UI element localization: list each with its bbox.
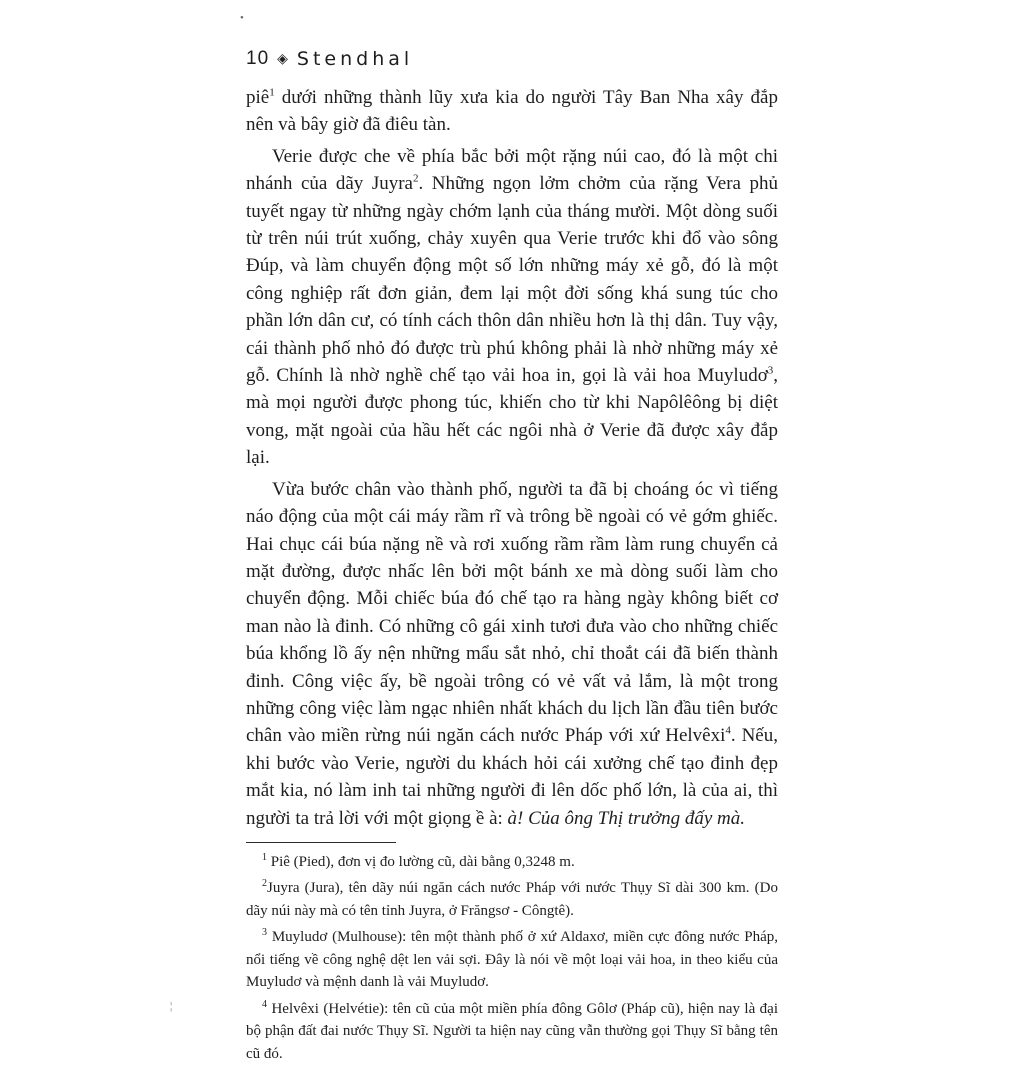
footnote-ref-3: 3	[767, 364, 774, 377]
footnote-ref-2: 2	[413, 172, 419, 185]
book-page	[246, 42, 779, 1062]
paragraph-1-text: dưới những thành lũy xưa kia do người Tây Ban Nha xây đắp nên và bây giờ đã điêu tàn.	[246, 87, 778, 136]
footnote-ref-4: 4	[725, 725, 731, 738]
footnotes	[246, 851, 778, 1065]
footnote-3-number: 3	[262, 927, 267, 939]
footnote-2	[246, 877, 778, 922]
footnote-divider	[246, 842, 396, 843]
footnote-4	[246, 998, 778, 1065]
paragraph-2	[246, 143, 778, 472]
paragraph-3	[246, 476, 778, 832]
paragraph-3-text-b: . Nếu, khi bước vào Verie, người du khách hỏi cái xưởng chế tạo đinh đẹp mắt kia, nó làm inh tai những người đi lên dốc phố lớn, là của ai, thì người ta trả lời với một giọng ề à:	[246, 725, 778, 829]
paragraph-2-text-c: , mà mọi người được phong túc, khiến cho từ khi Napôlêông bị diệt vong, mặt ngoài của hầu hết các ngôi nhà ở Verie đã được xây đắp lại.	[246, 365, 778, 469]
scan-speck-bottom: ¦	[170, 1000, 173, 1012]
footnote-4-text: Helvêxi (Helvétie): tên cũ của một miền phía đông Gôlơ (Pháp cũ), hiện nay là đại bộ phận đất đai nước Thụy Sĩ. Người ta hiện nay cũng vẫn thường gọi Thụy Sĩ bằng tên cũ đó.	[246, 1000, 778, 1062]
footnote-2-number: 2	[262, 878, 267, 890]
scan-speck-top: •	[240, 12, 244, 24]
footnote-4-number: 4	[262, 998, 267, 1010]
paragraph-1	[246, 84, 778, 139]
diamond-ornament-icon: ◈	[277, 51, 289, 67]
footnote-1-number: 1	[262, 851, 267, 863]
footnote-ref-1: 1	[269, 86, 275, 99]
paragraph-3-italic-quote: à! Của ông Thị trưởng đấy mà.	[507, 807, 745, 829]
footnote-1	[246, 851, 778, 874]
paragraph-2-text-b: . Những ngọn lởm chởm của rặng Vera phủ tuyết ngay từ những ngày chớm lạnh của tháng mười. Một dòng suối từ trên núi trút xuống, chảy xuyên qua Verie trước khi đổ vào sông Đúp, và làm chuyển động một số lớn những máy xẻ gỗ, đó là một công nghiệp rất đơn giản, đem lại một đời sống khá sung túc cho phần lớn dân cư, có tính cách thôn dân nhiều hơn là thị dân. Tuy vậy, cái thành phố nhỏ đó được trù phú không phải là nhờ những máy xẻ gỗ. Chính là nhờ nghề chế tạo vải hoa in, gọi là vải hoa Muyludơ	[246, 173, 778, 387]
footnote-2-text: Juyra (Jura), tên dãy núi ngăn cách nước Pháp với nước Thụy Sĩ dài 300 km. (Do dãy núi này mà có tên tỉnh Juyra, ở Frăngsơ - Côngtê).	[246, 880, 778, 919]
footnote-1-text: Piê (Pied), đơn vị đo lường cũ, dài bằng 0,3248 m.	[270, 853, 575, 870]
paragraph-1-lead: piê	[246, 87, 270, 108]
running-header	[246, 42, 778, 76]
footnote-3-text: Muyludơ (Mulhouse): tên một thành phố ở xứ Aldaxơ, miền cực đông nước Pháp, nổi tiếng về công nghệ dệt len vải sợi. Đây là nói về một loại vải hoa, in theo kiểu của Muyludơ và mệnh danh là vải Muyludơ.	[246, 929, 779, 991]
page-number: 10	[246, 48, 270, 69]
paragraph-2-text-a: Verie được che về phía bắc bởi một rặng núi cao, đó là một chi nhánh của dãy Juyra	[246, 145, 778, 195]
paragraph-3-text-a: Vừa bước chân vào thành phố, người ta đã bị choáng óc vì tiếng náo động của một cái máy rầm rĩ và trông bề ngoài có vẻ gớm ghiếc. Hai chục cái búa nặng nề và rơi xuống rầm rầm làm rung chuyển cả mặt đường, được nhấc lên bởi một bánh xe mà dòng suối làm cho chuyển động. Mỗi chiếc búa đó chế tạo ra hàng ngày không biết cơ man nào là đinh. Có những cô gái xinh tươi đưa vào cho những chiếc búa khổng lồ ấy nện những mẩu sắt nhỏ, chỉ thoắt cái đã biến thành đinh. Công việc ấy, bề ngoài trông có vẻ vất vả lắm, là một trong những công việc làm ngạc nhiên nhất khách du lịch lần đầu tiên bước chân vào miền rừng núi ngăn cách nước Pháp với xứ Helvêxi	[246, 478, 778, 747]
body-text	[246, 84, 778, 832]
running-header-author: Stendhal	[296, 48, 414, 70]
footnote-3	[246, 926, 778, 994]
